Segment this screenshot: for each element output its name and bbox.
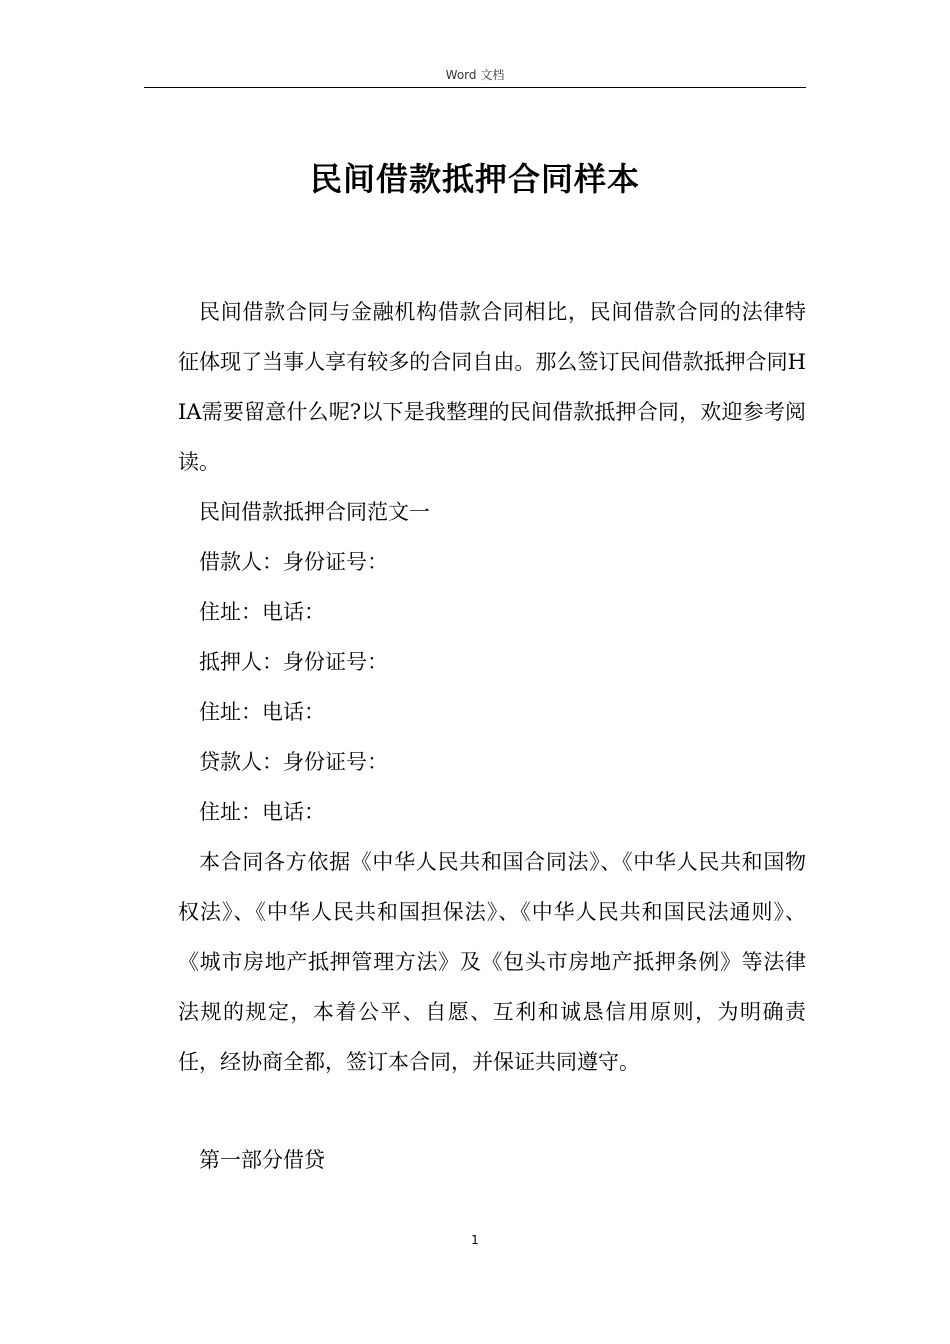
lender-address-line: 住址：电话： — [199, 800, 325, 824]
mortgagor-line: 抵押人：身份证号： — [199, 650, 388, 674]
lender-line: 贷款人：身份证号： — [199, 750, 388, 774]
header-rule — [144, 87, 806, 88]
document-title: 民间借款抵押合同样本 — [309, 160, 640, 198]
page-number: 1 — [471, 1233, 479, 1247]
borrower-address-line: 住址：电话： — [199, 600, 325, 624]
borrower-line: 借款人：身份证号： — [199, 550, 388, 574]
section-heading: 第一部分借贷 — [199, 1148, 325, 1172]
legal-basis-paragraph: 本合同各方依据《中华人民共和国合同法》、《中华人民共和国物权法》、《中华人民共和国担保法》、《中华人民共和国民法通则》、《城市房地产抵押管理方法》及《包头市房地产抵押条例》等法律法规的规定，本着公平、自愿、互利和诚恳信用原则，为明确责任，经协商全都，签订本合同，并保证共同遵守。 — [178, 850, 806, 1074]
intro-paragraph: 民间借款合同与金融机构借款合同相比，民间借款合同的法律特征体现了当事人享有较多的合同自由。那么签订民间借款抵押合同HIA需要留意什么呢?以下是我整理的民间借款抵押合同，欢迎参考阅读。 — [178, 300, 806, 474]
mortgagor-address-line: 住址：电话： — [199, 700, 325, 724]
page-header-text: Word 文档 — [445, 68, 505, 82]
sample-heading: 民间借款抵押合同范文一 — [199, 500, 430, 524]
